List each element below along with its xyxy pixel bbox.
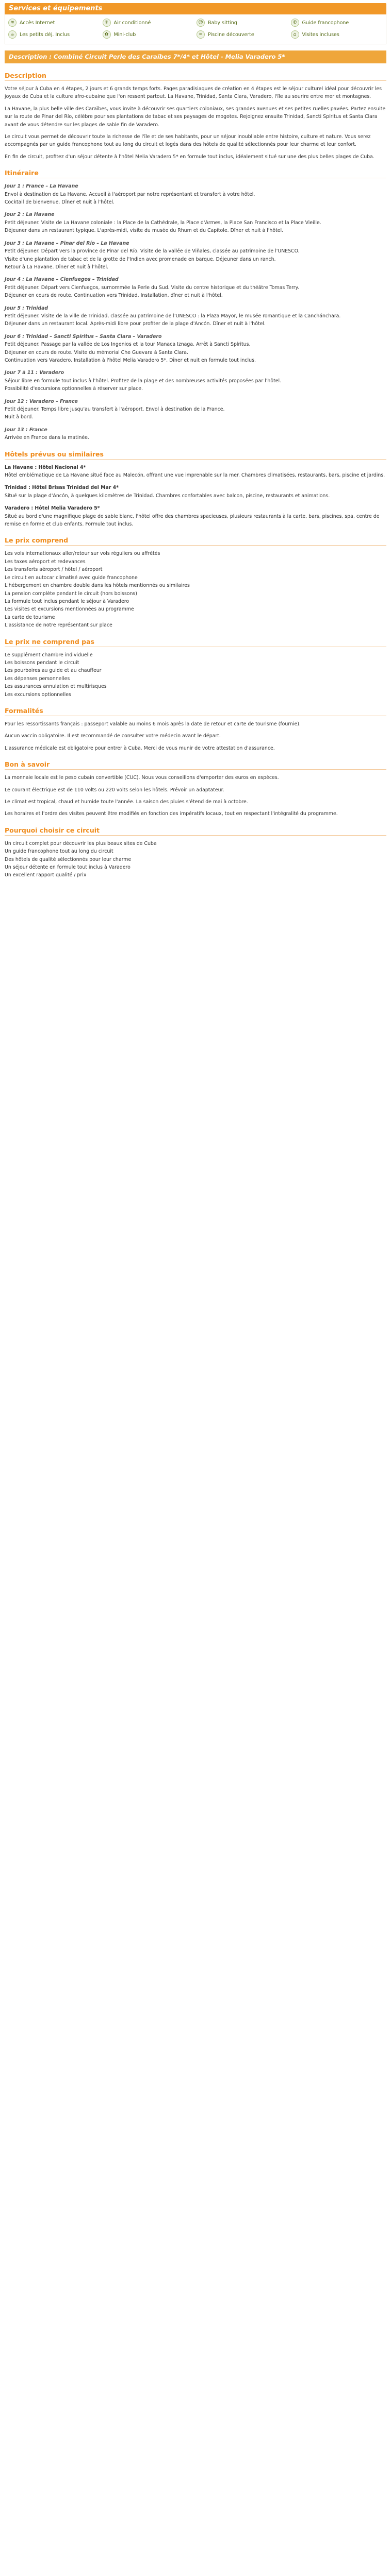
itinerary-day-line: Petit déjeuner. Départ vers Cienfuegos, surnommée la Perle du Sud. Visite du centre historique et du théâtre Tomas Terry. [5, 284, 299, 291]
description-paragraph: En fin de circuit, profitez d'un séjour détente à l'hôtel Melia Varadero 5* en formule tout inclus, idéalement situé sur une des plus belles plages de Cuba. [5, 154, 374, 160]
excluded-title: Le prix ne comprend pas [5, 638, 386, 647]
hotel-description: Hôtel emblématique de La Havane situé face au Malecón, offrant une vue imprenable sur la mer. Chambres climatisées, restaurants, bars, piscine et jardins. [5, 472, 385, 479]
itinerary-day [5, 398, 386, 421]
itinerary-day-line: Séjour libre en formule tout inclus à l'hôtel. Profitez de la plage et des nombreuses activités proposées par l'hôtel. [5, 378, 282, 384]
service-label: Accès Internet [20, 20, 55, 26]
service-item [197, 19, 289, 27]
itinerary-day [5, 276, 386, 299]
itinerary-day-line: Nuit à bord. [5, 414, 34, 420]
hotel-name: La Havane : Hôtel Nacional 4* [5, 464, 86, 470]
hotel-name: Varadero : Hôtel Melia Varadero 5* [5, 505, 100, 512]
itinerary-day [5, 304, 386, 328]
hotel-description: Situé au bord d'une magnifique plage de sable blanc, l'hôtel offre des chambres spacieuses, plusieurs restaurants à la carte, bars, piscines, spa, centre de remise en forme et club enfants. Formule tout inclus. [5, 513, 380, 528]
why-line-block [5, 840, 386, 879]
formalities-paragraph: Aucun vaccin obligatoire. Il est recommandé de consulter votre médecin avant le départ. [5, 733, 221, 739]
itinerary-day-title: Jour 2 : La Havane [5, 212, 55, 218]
pricing-section [5, 536, 386, 629]
itinerary-title: Itinéraire [5, 169, 386, 178]
visit-icon: ⌂ [291, 30, 299, 39]
excluded-line: Les excursions optionnelles [5, 691, 71, 698]
itinerary-day-title: Jour 12 : Varadero – France [5, 398, 78, 404]
formalities-paragraph: Pour les ressortissants français : passeport valable au moins 6 mois après la date de retour et carte de tourisme (fournie). [5, 721, 301, 727]
service-item [8, 19, 101, 27]
hotels-section [5, 450, 386, 529]
itinerary-day-title: Jour 13 : France [5, 427, 47, 433]
description-paragraph: La Havane, la plus belle ville des Caraïbes, vous invite à découvrir ses quartiers coloniaux, ses grandes avenues et ses petites ruelles pavées. Partez ensuite sur la route de Pinar del Río, célèbre pour ses plantations de tabac et ses paysages de mogotes. Rejoignez ensuite Trinidad, Sancti Spíritus et Santa Clara avant de vous détendre sur les plages de sable fin de Varadero. [5, 106, 386, 128]
why-line: Un excellent rapport qualité / prix [5, 872, 87, 878]
itinerary-day-line: Cocktail de bienvenue. Dîner et nuit à l'hôtel. [5, 199, 115, 206]
excluded-line-block [5, 651, 386, 699]
itinerary-day-title: Jour 3 : La Havane – Pinar del Río – La Havane [5, 240, 129, 246]
coffee-icon: ☕ [8, 30, 17, 39]
service-label: Visites incluses [302, 31, 339, 38]
why-section [5, 826, 386, 879]
services-title: Services et équipements [5, 3, 386, 14]
pricing-line: La formule tout inclus pendant le séjour à Varadero [5, 598, 129, 604]
hotel-item [5, 484, 386, 500]
pricing-line: Les transferts aéroport / hôtel / aéroport [5, 567, 103, 573]
why-list [5, 840, 386, 879]
pricing-line: Le circuit en autocar climatisé avec guide francophone [5, 574, 138, 581]
good-to-know-paragraph: Le courant électrique est de 110 volts ou 220 volts selon les hôtels. Prévoir un adaptateur. [5, 787, 224, 793]
excluded-list [5, 651, 386, 699]
hotel-item [5, 504, 386, 528]
description-paragraph: Le circuit vous permet de découvrir toute la richesse de l'île et de ses habitants, pour un séjour inoubliable entre histoire, culture et nature. Vous serez accompagnés par un guide francophone tout au long du circuit et logés dans des hôtels de qualité sélectionnés pour leur charme et leur confort. [5, 134, 371, 148]
itinerary-day-line: Visite d'une plantation de tabac et de la grotte de l'Indien avec promenade en barque. Déjeuner dans un ranch. [5, 256, 276, 262]
service-label: Mini-club [113, 31, 136, 38]
description-paragraph: Votre séjour à Cuba en 4 étapes, 2 jours et 6 grands temps forts. Pages paradisiaques de création en 4 étapes est le séjour culturel idéal pour découvrir les joyaux de Cuba et la culture afro-cubaine que l'on ressent partout. La Havane, Trinidad, Santa Clara, Varadero, l'île au sourire entre mer et montagnes. [5, 86, 382, 100]
pricing-line: Les vols internationaux aller/retour sur vols réguliers ou affrétés [5, 551, 160, 557]
formalities-paragraph: L'assurance médicale est obligatoire pour entrer à Cuba. Merci de vous munir de votre attestation d'assurance. [5, 745, 275, 751]
itinerary-day-line: Déjeuner dans un restaurant local. Après-midi libre pour profiter de la plage d'Ancón. Dîner et nuit à l'hôtel. [5, 321, 266, 327]
itinerary-day-title: Jour 7 à 11 : Varadero [5, 370, 64, 376]
good-to-know-body [5, 774, 386, 818]
itinerary-day-title: Jour 5 : Trinidad [5, 305, 48, 311]
itinerary-day-line: Continuation vers Varadero. Installation à l'hôtel Melia Varadero 5*. Dîner et nuit en formule tout inclus. [5, 357, 256, 363]
itinerary-day [5, 240, 386, 272]
service-item [103, 30, 195, 39]
why-line: Un circuit complet pour découvrir les plus beaux sites de Cuba [5, 840, 157, 846]
excluded-line: Les assurances annulation et multirisques [5, 684, 107, 690]
hotel-list [5, 464, 386, 529]
itinerary-day [5, 211, 386, 234]
formalities-title: Formalités [5, 707, 386, 716]
itinerary-day-line: Possibilité d'excursions optionnelles à réserver sur place. [5, 386, 143, 392]
guide-icon: ✆ [291, 19, 299, 27]
pricing-line: L'assistance de notre représentant sur place [5, 622, 112, 629]
service-item [103, 19, 195, 27]
itinerary-day-line: Déjeuner en cours de route. Visite du mémorial Che Guevara à Santa Clara. [5, 349, 188, 355]
itinerary-day-line: Retour à La Havane. Dîner et nuit à l'hôtel. [5, 264, 109, 270]
why-title: Pourquoi choisir ce circuit [5, 826, 386, 836]
service-label: Guide francophone [302, 20, 349, 26]
good-to-know-section [5, 760, 386, 818]
excluded-line: Les boissons pendant le circuit [5, 659, 79, 666]
itinerary-day [5, 369, 386, 393]
itinerary-day-line: Déjeuner dans un restaurant typique. L'après-midi, visite du musée du Rhum et du Capitole. Dîner et nuit à l'hôtel. [5, 228, 284, 234]
hotel-name: Trinidad : Hôtel Brisas Trinidad del Mar 4* [5, 485, 119, 491]
service-item [197, 30, 289, 39]
pricing-line: L'hébergement en chambre double dans les hôtels mentionnés ou similaires [5, 583, 190, 589]
itinerary-day-title: Jour 6 : Trinidad – Sancti Spíritus – Santa Clara – Varadero [5, 333, 162, 340]
itinerary-day-line: Envol à destination de La Havane. Accueil à l'aéroport par notre représentant et transfert à votre hôtel. [5, 191, 255, 197]
good-to-know-paragraph: Les horaires et l'ordre des visites peuvent être modifiés en fonction des impératifs locaux, tout en respectant l'intégralité du programme. [5, 811, 338, 817]
service-item [8, 30, 101, 39]
why-line: Un séjour détente en formule tout inclus à Varadero [5, 865, 131, 871]
itinerary-day-line: Petit déjeuner. Visite de La Havane coloniale : la Place de la Cathédrale, la Place d'Armes, la Place San Francisco et la Place Vieille. [5, 219, 321, 226]
formalities-body [5, 720, 386, 752]
itinerary-day-line: Petit déjeuner. Départ vers la province de Pinar del Río. Visite de la vallée de Viñales, classée au patrimoine de l'UNESCO. [5, 248, 300, 255]
itinerary-day-title: Jour 1 : France – La Havane [5, 183, 78, 190]
itinerary-day-line: Déjeuner en cours de route. Continuation vers Trinidad. Installation, dîner et nuit à l'hôtel. [5, 293, 223, 299]
good-to-know-title: Bon à savoir [5, 760, 386, 770]
service-label: Piscine découverte [208, 31, 254, 38]
pool-icon: ≈ [197, 30, 205, 39]
description-body [5, 85, 386, 161]
excluded-line: Les pourboires au guide et au chauffeur [5, 668, 102, 674]
pricing-line: La carte de tourisme [5, 614, 55, 620]
description-section [5, 72, 386, 161]
pricing-title: Le prix comprend [5, 536, 386, 546]
good-to-know-paragraph: La monnaie locale est le peso cubain convertible (CUC). Nous vous conseillons d'emporter des euros en espèces. [5, 775, 279, 781]
page [5, 3, 386, 879]
excluded-section [5, 638, 386, 699]
hotel-item [5, 464, 386, 480]
pricing-list [5, 550, 386, 629]
pricing-line: Les taxes aéroport et redevances [5, 558, 86, 565]
itinerary-section [5, 169, 386, 442]
wifi-icon: ≋ [8, 19, 17, 27]
hotels-title: Hôtels prévus ou similaires [5, 450, 386, 460]
itinerary-day [5, 333, 386, 365]
itinerary-day-line: Petit déjeuner. Visite de la ville de Trinidad, classée au patrimoine de l'UNESCO : la Plaza Mayor, le musée romantique et la Canchánchara. [5, 313, 341, 319]
excluded-line: Les dépenses personnelles [5, 675, 70, 682]
itinerary-day [5, 426, 386, 442]
services-grid [5, 14, 386, 44]
kids-icon: ✿ [103, 30, 111, 39]
why-line: Un guide francophone tout au long du circuit [5, 849, 113, 855]
itinerary-day-line: Arrivée en France dans la matinée. [5, 435, 89, 441]
service-label: Baby sitting [208, 20, 237, 26]
pricing-line: Les visites et excursions mentionnées au programme [5, 606, 134, 613]
good-to-know-paragraph: Le climat est tropical, chaud et humide toute l'année. La saison des pluies s'étend de mai à octobre. [5, 799, 248, 805]
why-line: Des hôtels de qualité sélectionnés pour leur charme [5, 856, 132, 862]
pricing-line-block [5, 550, 386, 629]
itinerary-days [5, 182, 386, 442]
formalities-section [5, 707, 386, 752]
snowflake-icon: ✳ [103, 19, 111, 27]
service-item [291, 19, 383, 27]
itinerary-day [5, 182, 386, 206]
itinerary-day-line: Petit déjeuner. Temps libre jusqu'au transfert à l'aéroport. Envol à destination de la France. [5, 406, 225, 412]
itinerary-day-title: Jour 4 : La Havane – Cienfuegos – Trinidad [5, 277, 119, 283]
baby-icon: ☺ [197, 19, 205, 27]
excluded-line: Le supplément chambre individuelle [5, 652, 93, 658]
itinerary-day-line: Petit déjeuner. Passage par la vallée de Los Ingenios et la tour Manaca Iznaga. Arrêt à Sancti Spíritus. [5, 342, 251, 348]
service-label: Air conditionné [113, 20, 151, 26]
pricing-line: La pension complète pendant le circuit (hors boissons) [5, 590, 137, 597]
service-item [291, 30, 383, 39]
hotel-description: Situé sur la plage d'Ancón, à quelques kilomètres de Trinidad. Chambres confortables avec balcon, piscine, restaurants et animations. [5, 493, 330, 499]
description-title: Description [5, 72, 386, 81]
description-banner: Description : Combiné Circuit Perle des Caraïbes 7*/4* et Hôtel - Melia Varadero 5* [5, 50, 386, 63]
service-label: Les petits déj. Inclus [20, 31, 70, 38]
